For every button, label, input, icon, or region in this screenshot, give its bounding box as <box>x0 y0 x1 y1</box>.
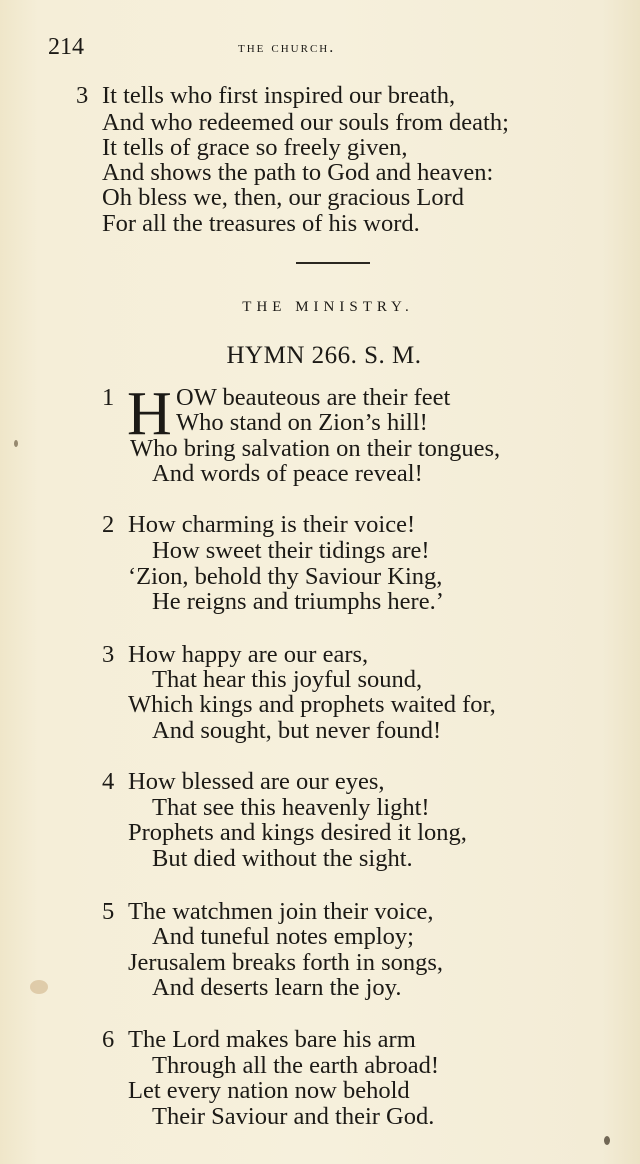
verse-line: For all the treasures of his word. <box>102 210 420 237</box>
verse-line: But died without the sight. <box>152 845 413 872</box>
verse-line: ‘Zion, behold thy Saviour King, <box>128 563 443 590</box>
verse-line: And tuneful notes employ; <box>152 923 414 950</box>
running-title: the church. <box>238 39 336 56</box>
stanza-number: 6 <box>102 1026 115 1053</box>
verse-line: Through all the earth abroad! <box>152 1052 440 1079</box>
verse-line: Prophets and kings desired it long, <box>128 819 467 846</box>
verse-line: Jerusalem breaks forth in songs, <box>128 949 444 976</box>
verse-line: How sweet their tidings are! <box>152 537 430 564</box>
paper-speck <box>14 440 18 447</box>
verse-line: Oh bless we, then, our gracious Lord <box>102 184 464 211</box>
paper-speck <box>604 1136 610 1145</box>
verse-line: It tells who first inspired our breath, <box>102 82 456 109</box>
verse-line: That see this heavenly light! <box>152 794 430 821</box>
stanza-number: 5 <box>102 898 115 925</box>
stanza-number: 2 <box>102 511 115 538</box>
verse-line: And words of peace reveal! <box>152 460 423 487</box>
verse-line: And who redeemed our souls from death; <box>102 109 509 136</box>
verse-line: Which kings and prophets waited for, <box>128 691 496 718</box>
verse-line: And deserts learn the joy. <box>152 974 402 1001</box>
verse-line: It tells of grace so freely given, <box>102 134 408 161</box>
verse-line: Who bring salvation on their tongues, <box>130 435 501 462</box>
stanza-number: 4 <box>102 768 115 795</box>
verse-line: And shows the path to God and heaven: <box>102 159 494 186</box>
verse-line: He reigns and triumphs here.’ <box>152 588 444 615</box>
page-number: 214 <box>48 34 84 60</box>
stanza-number: 3 <box>102 641 115 668</box>
section-divider <box>296 262 370 264</box>
verse-line: That hear this joyful sound, <box>152 666 423 693</box>
verse-line: Let every nation now behold <box>128 1077 410 1104</box>
verse-line: And sought, but never found! <box>152 717 442 744</box>
stanza-number: 3 <box>76 82 89 109</box>
verse-line: Their Saviour and their God. <box>152 1103 435 1130</box>
section-heading: THE MINISTRY. <box>242 299 414 315</box>
verse-line: The watchmen join their voice, <box>128 898 434 925</box>
hymn-title: HYMN 266. S. M. <box>226 342 422 369</box>
drop-cap: H <box>127 380 172 448</box>
verse-line: OW beauteous are their feet <box>176 384 451 411</box>
paper-stain <box>30 980 48 994</box>
verse-line: How charming is their voice! <box>128 511 416 538</box>
verse-line: How happy are our ears, <box>128 641 369 668</box>
verse-line: How blessed are our eyes, <box>128 768 385 795</box>
verse-line: The Lord makes bare his arm <box>128 1026 416 1053</box>
stanza-number: 1 <box>102 384 115 411</box>
verse-line: Who stand on Zion’s hill! <box>176 409 428 436</box>
running-head <box>48 34 580 64</box>
